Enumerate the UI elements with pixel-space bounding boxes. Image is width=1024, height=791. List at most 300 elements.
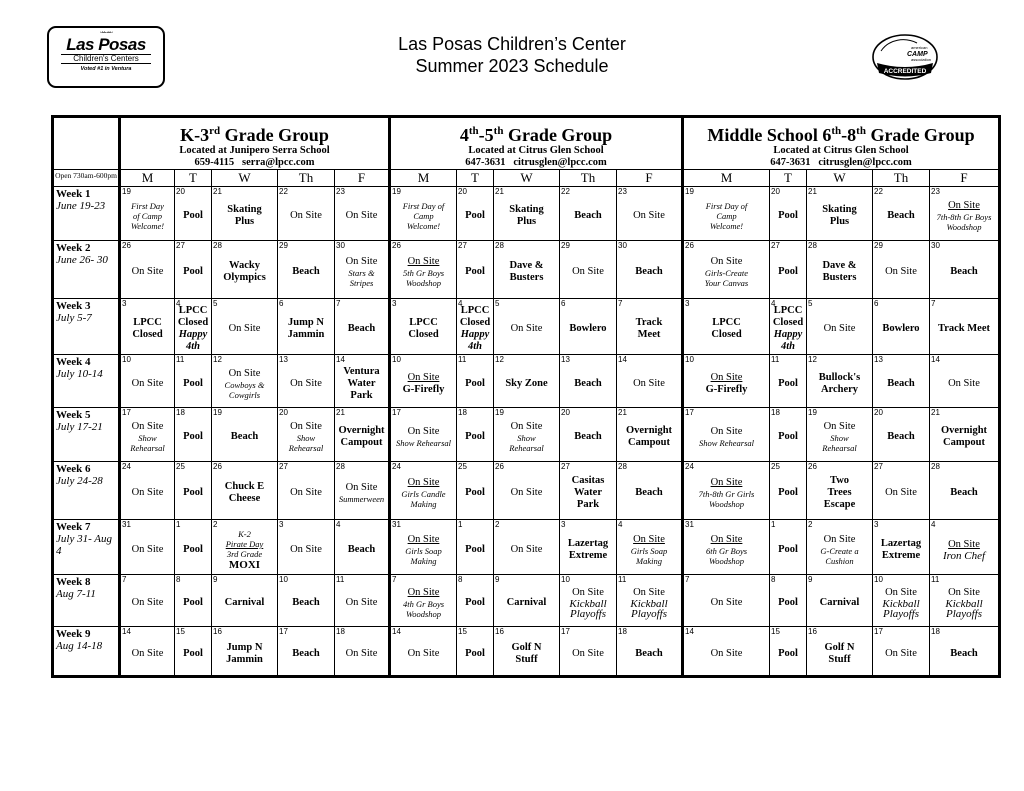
activity-line: First Day of <box>705 201 748 211</box>
date-number: 8 <box>771 575 776 584</box>
activity-line: Ventura <box>343 365 380 377</box>
activity-line: Casitas <box>571 475 605 486</box>
activity-line: Golf N <box>511 641 542 653</box>
date-number: 11 <box>771 355 780 364</box>
activity <box>278 187 334 240</box>
date-number: 30 <box>618 241 627 250</box>
date-number: 10 <box>279 575 288 584</box>
activity-line: On Site <box>710 256 743 267</box>
activity <box>684 299 769 354</box>
activity <box>175 187 211 240</box>
activity-line: On Site <box>948 538 980 550</box>
activity-line: LPCC <box>133 317 162 328</box>
week-name: Week 6 <box>56 463 91 475</box>
activity <box>770 241 806 298</box>
schedule-cell <box>494 520 560 575</box>
activity-line: Iron Chef <box>942 549 986 562</box>
activity <box>930 462 998 519</box>
corner-cell <box>53 117 120 170</box>
activity <box>457 627 493 675</box>
activity-line: Jump N <box>288 317 324 328</box>
badge-sub-text: association <box>911 57 932 62</box>
schedule-cell <box>390 187 457 241</box>
schedule-cell <box>494 241 560 299</box>
group-contact: 647-3631 citrusglen@lpcc.com <box>770 157 912 168</box>
activity-line: On Site <box>290 210 322 221</box>
date-number: 28 <box>618 462 627 471</box>
schedule-cell <box>335 355 390 408</box>
activity-line: Extreme <box>881 549 921 561</box>
date-number: 28 <box>213 241 222 250</box>
activity-line: Olympics <box>223 272 266 283</box>
activity-line: Plus <box>516 216 537 227</box>
schedule-cell <box>457 575 494 627</box>
date-number: 13 <box>874 355 883 364</box>
schedule-cell <box>175 520 212 575</box>
activity-line: On Site <box>407 426 440 437</box>
schedule-cell <box>175 355 212 408</box>
activity <box>457 408 493 461</box>
schedule-cell <box>807 355 873 408</box>
activity <box>212 520 277 574</box>
schedule-cell <box>683 241 770 299</box>
activity <box>391 575 456 626</box>
date-number: 8 <box>458 575 463 584</box>
schedule-cell <box>494 355 560 408</box>
week-row <box>53 355 1000 408</box>
activity-line: On Site <box>510 543 543 555</box>
activity-line: Busters <box>509 272 544 283</box>
activity-line: Track Meet <box>938 323 990 334</box>
schedule-cell <box>120 520 175 575</box>
schedule-cell <box>457 627 494 677</box>
activity <box>873 575 929 626</box>
activity <box>212 627 277 675</box>
activity <box>494 627 559 675</box>
schedule-cell <box>617 355 683 408</box>
week-dates: July 5-7 <box>56 312 92 324</box>
activity-line: Stuff <box>828 653 851 665</box>
activity <box>175 299 211 354</box>
open-hours: Open 730am-600pm <box>53 170 120 187</box>
week-dates: Aug 7-11 <box>56 588 96 600</box>
activity-line: Beach <box>292 266 320 277</box>
activity <box>457 355 493 407</box>
date-number: 29 <box>874 241 883 250</box>
activity-line: Campout <box>942 437 985 448</box>
activity <box>770 627 806 675</box>
activity-line: First Day of <box>402 201 445 211</box>
schedule-cell <box>212 627 278 677</box>
activity-line: On Site <box>345 647 378 659</box>
activity-line: Closed <box>772 317 804 328</box>
schedule-cell <box>560 299 617 355</box>
date-number: 15 <box>771 627 780 636</box>
activity-line: G-Firefly <box>402 383 445 395</box>
activity-line: On Site <box>710 477 743 488</box>
date-number: 12 <box>495 355 504 364</box>
activity-line: 7th-8th Gr Boys <box>936 212 992 222</box>
group-contact: 659-4115 serra@lpcc.com <box>194 157 315 168</box>
activity-line: Pool <box>778 543 798 555</box>
activity-line: Making <box>410 555 437 566</box>
activity-line: Chuck E <box>224 481 265 492</box>
activity-line: Pool <box>778 377 798 389</box>
date-number: 9 <box>808 575 813 584</box>
activity <box>807 355 872 407</box>
activity-line: On Site <box>710 371 743 383</box>
schedule-cell <box>335 575 390 627</box>
activity-line: On Site <box>345 482 378 493</box>
activity-line: Pool <box>778 647 798 659</box>
activity <box>807 462 872 519</box>
group-header-4-5 <box>390 117 683 170</box>
activity-line: On Site <box>407 256 440 267</box>
activity-line: Girls Soap <box>405 545 442 556</box>
activity-line: Jammin <box>287 329 325 340</box>
activity-line: 4th <box>185 341 200 352</box>
date-number: 18 <box>618 627 627 636</box>
date-number: 19 <box>685 187 694 196</box>
schedule-cell <box>770 627 807 677</box>
activity-line: Closed <box>459 317 491 328</box>
schedule-cell <box>683 575 770 627</box>
schedule-cell <box>494 575 560 627</box>
date-number: 13 <box>279 355 288 364</box>
week-row <box>53 299 1000 355</box>
schedule-cell <box>930 299 1000 355</box>
date-number: 28 <box>931 462 940 471</box>
activity-line: On Site <box>572 647 604 659</box>
activity-line: Pool <box>465 487 485 498</box>
schedule-cell <box>212 355 278 408</box>
activity <box>807 187 872 240</box>
week-name: Week 1 <box>56 188 91 200</box>
activity <box>212 462 277 519</box>
activity-line: Welcome! <box>130 221 165 231</box>
schedule-cell <box>807 627 873 677</box>
schedule-cell <box>457 355 494 408</box>
activity <box>175 520 211 574</box>
day-header: M <box>683 170 770 187</box>
day-header: M <box>390 170 457 187</box>
activity-line: Girls Candle <box>401 489 446 499</box>
week-dates: Aug 14-18 <box>56 640 103 652</box>
date-number: 21 <box>808 187 817 196</box>
activity-line: On Site <box>633 377 665 389</box>
date-number: 24 <box>122 462 131 471</box>
date-number: 12 <box>808 355 817 364</box>
date-number: 25 <box>176 462 185 471</box>
activity-line: Welcome! <box>406 221 441 231</box>
schedule-cell <box>212 241 278 299</box>
activity <box>684 408 769 461</box>
day-header-row <box>53 170 1000 187</box>
schedule-cell <box>930 408 1000 462</box>
activity-line: 7th-8th Gr Girls <box>698 489 755 499</box>
schedule-cell <box>494 627 560 677</box>
date-number: 15 <box>176 627 185 636</box>
activity-line: Beach <box>950 266 978 277</box>
schedule-cell <box>278 575 335 627</box>
schedule-cell <box>683 408 770 462</box>
activity-line: Skating <box>509 204 544 215</box>
week-dates: July 31- Aug 4 <box>56 533 113 557</box>
date-number: 19 <box>213 408 222 417</box>
date-number: 27 <box>458 241 467 250</box>
schedule-cell <box>390 575 457 627</box>
activity-line: LPCC <box>773 305 803 316</box>
activity <box>684 575 769 626</box>
activity <box>807 575 872 626</box>
schedule-cell <box>560 627 617 677</box>
schedule-cell <box>617 299 683 355</box>
schedule-cell <box>212 408 278 462</box>
activity-line: On Site <box>131 647 164 659</box>
activity-line: Pool <box>183 543 203 555</box>
date-number: 17 <box>122 408 131 417</box>
week-label <box>53 462 120 520</box>
activity-line: Closed <box>177 317 209 328</box>
activity <box>121 462 174 519</box>
schedule-cell <box>390 241 457 299</box>
activity-line: Playoffs <box>630 608 668 620</box>
date-number: 22 <box>874 187 883 196</box>
activity-line: Kickball <box>569 598 607 610</box>
activity-line: Making <box>636 555 662 566</box>
schedule-cell <box>617 187 683 241</box>
activity-line: 3rd Grade <box>226 548 263 559</box>
date-number: 11 <box>458 355 467 364</box>
activity <box>278 299 334 354</box>
day-header: W <box>807 170 873 187</box>
activity-line: Pool <box>465 543 485 555</box>
activity-line: Rehearsal <box>822 443 857 453</box>
day-header: T <box>175 170 212 187</box>
week-name: Week 4 <box>56 356 91 368</box>
week-row <box>53 520 1000 575</box>
date-number: 7 <box>336 299 341 308</box>
activity-line: Woodshop <box>405 609 442 619</box>
date-number: 7 <box>685 575 690 584</box>
logo-name: Las Posas <box>66 35 146 54</box>
activity <box>684 520 769 574</box>
date-number: 3 <box>392 299 397 308</box>
activity <box>770 520 806 574</box>
schedule-cell <box>560 241 617 299</box>
schedule-cell <box>770 520 807 575</box>
activity <box>807 627 872 675</box>
date-number: 30 <box>336 241 345 250</box>
activity-line: LPCC <box>409 317 438 328</box>
activity <box>335 355 388 407</box>
date-number: 16 <box>213 627 222 636</box>
schedule-cell <box>560 408 617 462</box>
badge-brand-text: CAMP <box>907 51 928 58</box>
activity-line: Stars & <box>348 268 375 278</box>
date-number: 17 <box>685 408 694 417</box>
activity-line: Beach <box>574 210 602 221</box>
activity <box>335 462 388 519</box>
activity <box>121 187 174 240</box>
schedule-cell <box>683 187 770 241</box>
activity-line: On Site <box>131 597 164 608</box>
activity-line: Happy <box>460 329 490 340</box>
schedule-cell <box>175 627 212 677</box>
activity-line: Rehearsal <box>288 443 324 453</box>
date-number: 7 <box>618 299 623 308</box>
activity <box>457 575 493 626</box>
schedule-cell <box>617 241 683 299</box>
title-line-1: Las Posas Children’s Center <box>398 34 626 54</box>
activity-line: On Site <box>345 256 378 267</box>
activity <box>930 241 998 298</box>
activity <box>335 299 388 354</box>
schedule-cell <box>617 575 683 627</box>
activity-line: Summerween <box>338 494 385 504</box>
schedule-cell <box>873 355 930 408</box>
activity <box>930 187 998 240</box>
activity-line: 4th Gr Boys <box>402 599 445 609</box>
activity <box>873 627 929 675</box>
schedule-cell <box>683 462 770 520</box>
date-number: 27 <box>771 241 780 250</box>
schedule-cell <box>278 627 335 677</box>
week-label <box>53 575 120 627</box>
activity <box>684 355 769 407</box>
date-number: 19 <box>808 408 817 417</box>
activity-line: Plus <box>829 216 850 227</box>
schedule-cell <box>457 520 494 575</box>
activity-line: Overnight <box>940 425 988 436</box>
activity <box>494 520 559 574</box>
schedule-cell <box>617 627 683 677</box>
activity-line: On Site <box>290 421 322 432</box>
week-dates: July 24-28 <box>56 475 103 487</box>
schedule-cell <box>278 462 335 520</box>
activity-line: Trees <box>827 487 852 498</box>
activity <box>560 408 616 461</box>
date-number: 3 <box>874 520 879 529</box>
activity <box>770 462 806 519</box>
date-number: 24 <box>392 462 401 471</box>
schedule-cell <box>390 408 457 462</box>
activity-line: Playoffs <box>569 608 607 620</box>
group-title-superscript: rd <box>209 125 221 137</box>
date-number: 27 <box>561 462 570 471</box>
activity-line: Pool <box>465 597 485 608</box>
schedule-cell <box>120 355 175 408</box>
group-title-text: 4 <box>459 125 469 145</box>
date-number: 4 <box>336 520 341 529</box>
activity <box>807 299 872 354</box>
activity <box>212 355 277 407</box>
activity <box>212 575 277 626</box>
activity-line: 5th Gr Boys <box>402 268 445 278</box>
activity <box>457 187 493 240</box>
date-number: 20 <box>874 408 883 417</box>
schedule-cell <box>560 355 617 408</box>
schedule-cell <box>278 408 335 462</box>
date-number: 29 <box>279 241 288 250</box>
week-dates: July 10-14 <box>56 368 103 380</box>
activity-line: Beach <box>887 377 915 389</box>
week-label <box>53 241 120 299</box>
schedule-cell <box>873 462 930 520</box>
group-header-k3 <box>120 117 390 170</box>
date-number: 10 <box>685 355 694 364</box>
date-number: 10 <box>392 355 401 364</box>
date-number: 3 <box>561 520 566 529</box>
schedule-cell <box>175 575 212 627</box>
badge-accredited-text: ACCREDITED <box>883 68 927 75</box>
activity-line: Closed <box>408 329 439 340</box>
group-title-text: -8 <box>841 125 857 145</box>
schedule-cell <box>457 299 494 355</box>
activity <box>494 408 559 461</box>
activity-line: Pool <box>465 431 485 442</box>
activity <box>560 627 616 675</box>
activity-line: Pool <box>183 647 203 659</box>
activity-line: Beach <box>887 431 915 442</box>
activity <box>278 408 334 461</box>
activity-line: On Site <box>710 647 743 659</box>
activity <box>770 408 806 461</box>
schedule-cell <box>930 520 1000 575</box>
date-number: 18 <box>336 627 345 636</box>
activity-line: G-Firefly <box>705 383 748 395</box>
date-number: 20 <box>279 408 288 417</box>
date-number: 18 <box>458 408 467 417</box>
date-number: 26 <box>808 462 817 471</box>
date-number: 10 <box>561 575 570 584</box>
activity-line: On Site <box>885 647 917 659</box>
schedule-cell <box>278 299 335 355</box>
activity <box>617 408 681 461</box>
activity-line: On Site <box>948 377 980 389</box>
activity-line: MOXI <box>228 558 261 571</box>
activity-line: Track <box>635 317 663 328</box>
activity-line: Pool <box>465 210 485 221</box>
activity-line: of Camp <box>132 211 163 221</box>
activity-line: On Site <box>131 487 164 498</box>
schedule-cell <box>390 299 457 355</box>
date-number: 1 <box>176 520 181 529</box>
activity <box>684 462 769 519</box>
activity-line: Stuff <box>515 653 538 665</box>
activity-line: On Site <box>345 210 378 221</box>
activity-line: Sky Zone <box>505 377 548 389</box>
activity-line: On Site <box>228 323 261 334</box>
schedule-cell <box>770 299 807 355</box>
date-number: 1 <box>771 520 776 529</box>
activity-line: On Site <box>885 587 917 598</box>
activity-line: Dave & <box>509 260 544 271</box>
schedule-cell <box>175 462 212 520</box>
activity-line: Beach <box>292 597 320 608</box>
activity-line: On Site <box>290 487 322 498</box>
activity-line: Pool <box>778 597 798 608</box>
schedule-cell <box>873 241 930 299</box>
activity-line: Girls Soap <box>630 545 668 556</box>
week-row <box>53 575 1000 627</box>
activity <box>770 299 806 354</box>
activity-line: On Site <box>407 477 440 488</box>
activity-line: On Site <box>407 647 440 659</box>
activity <box>175 241 211 298</box>
activity-line: Woodshop <box>708 555 745 566</box>
date-number: 11 <box>931 575 940 584</box>
